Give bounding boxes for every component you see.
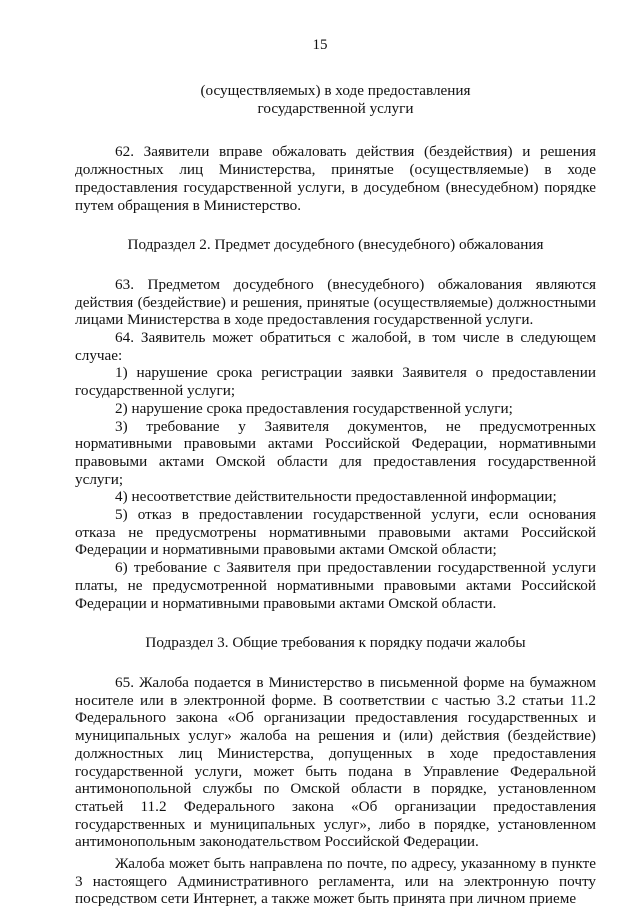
paragraph-64-item-2: 2) нарушение срока предоставления государственной услуги; (115, 399, 513, 417)
paragraph-65-continuation: Жалоба может быть направлена по почте, по адресу, указанному в пункте 3 настоящего Административного регламента, или на электронную почту посредством сети Интернет, а также может быть принята при личном приеме (75, 855, 596, 908)
paragraph-64-item-4: 4) несоответствие действительности предоставленной информации; (115, 488, 557, 506)
subsection-2-title: Подраздел 2. Предмет досудебного (внесудебного) обжалования (127, 236, 544, 254)
paragraph-64-item-5: 5) отказ в предоставлении государственной услуги, если основания отказа не предусмотрены нормативными правовыми актами Российской Федерации и нормативными правовыми актами Омской области; (75, 506, 596, 559)
intro-heading-line-2: государственной услуги (257, 99, 414, 117)
intro-heading-line-1: (осуществляемых) в ходе предоставления (200, 82, 471, 99)
paragraph-65: 65. Жалоба подается в Министерство в письменной форме на бумажном носителе или в электронной форме. В соответствии с частью 3.2 статьи 11.2 Федерального закона «Об организации предоставления государственных и муниципальных услуг» жалоба на решения и (или) действия (бездействие) должностных лиц Министерства, допущенных в ходе предоставления государственной услуги, может быть подана в Управление Федеральной антимонопольной службы по Омской области в порядке, установленном статьей 11.2 Федерального закона «Об организации предоставления государственных и муниципальных услуг», либо в порядке, установленном антимонопольным законодательством Российской Федерации. (75, 673, 596, 851)
paragraph-64-item-1: 1) нарушение срока регистрации заявки Заявителя о предоставлении государственной услуги; (75, 364, 596, 400)
paragraph-64-item-3: 3) требование у Заявителя документов, не предусмотренных нормативными правовыми актами Российской Федерации, нормативными правовыми актами Омской области для предоставления государственной услуги; (75, 417, 596, 488)
paragraph-62: 62. Заявители вправе обжаловать действия (бездействия) и решения должностных лиц Министерства, принятые (осуществляемые) в ходе предоставления государственной услуги, в досудебном (внесудебном) порядке путем обращения в Министерство. (75, 143, 596, 214)
paragraph-63: 63. Предметом досудебного (внесудебного) обжалования являются действия (бездействие) и решения, принятые (осуществляемые) должностными лицами Министерства в ходе предоставления государственной услуги. (75, 275, 596, 329)
paragraph-64-item-6: 6) требование с Заявителя при предоставлении государственной услуги платы, не предусмотренной нормативными правовыми актами Российской Федерации и нормативными правовыми актами Омской области. (75, 559, 596, 612)
page-number: 15 (312, 37, 328, 53)
page-content (75, 82, 596, 908)
paragraph-64: 64. Заявитель может обратиться с жалобой, в том числе в следующем случае: (75, 329, 596, 364)
subsection-3-title: Подраздел 3. Общие требования к порядку подачи жалобы (145, 634, 526, 652)
